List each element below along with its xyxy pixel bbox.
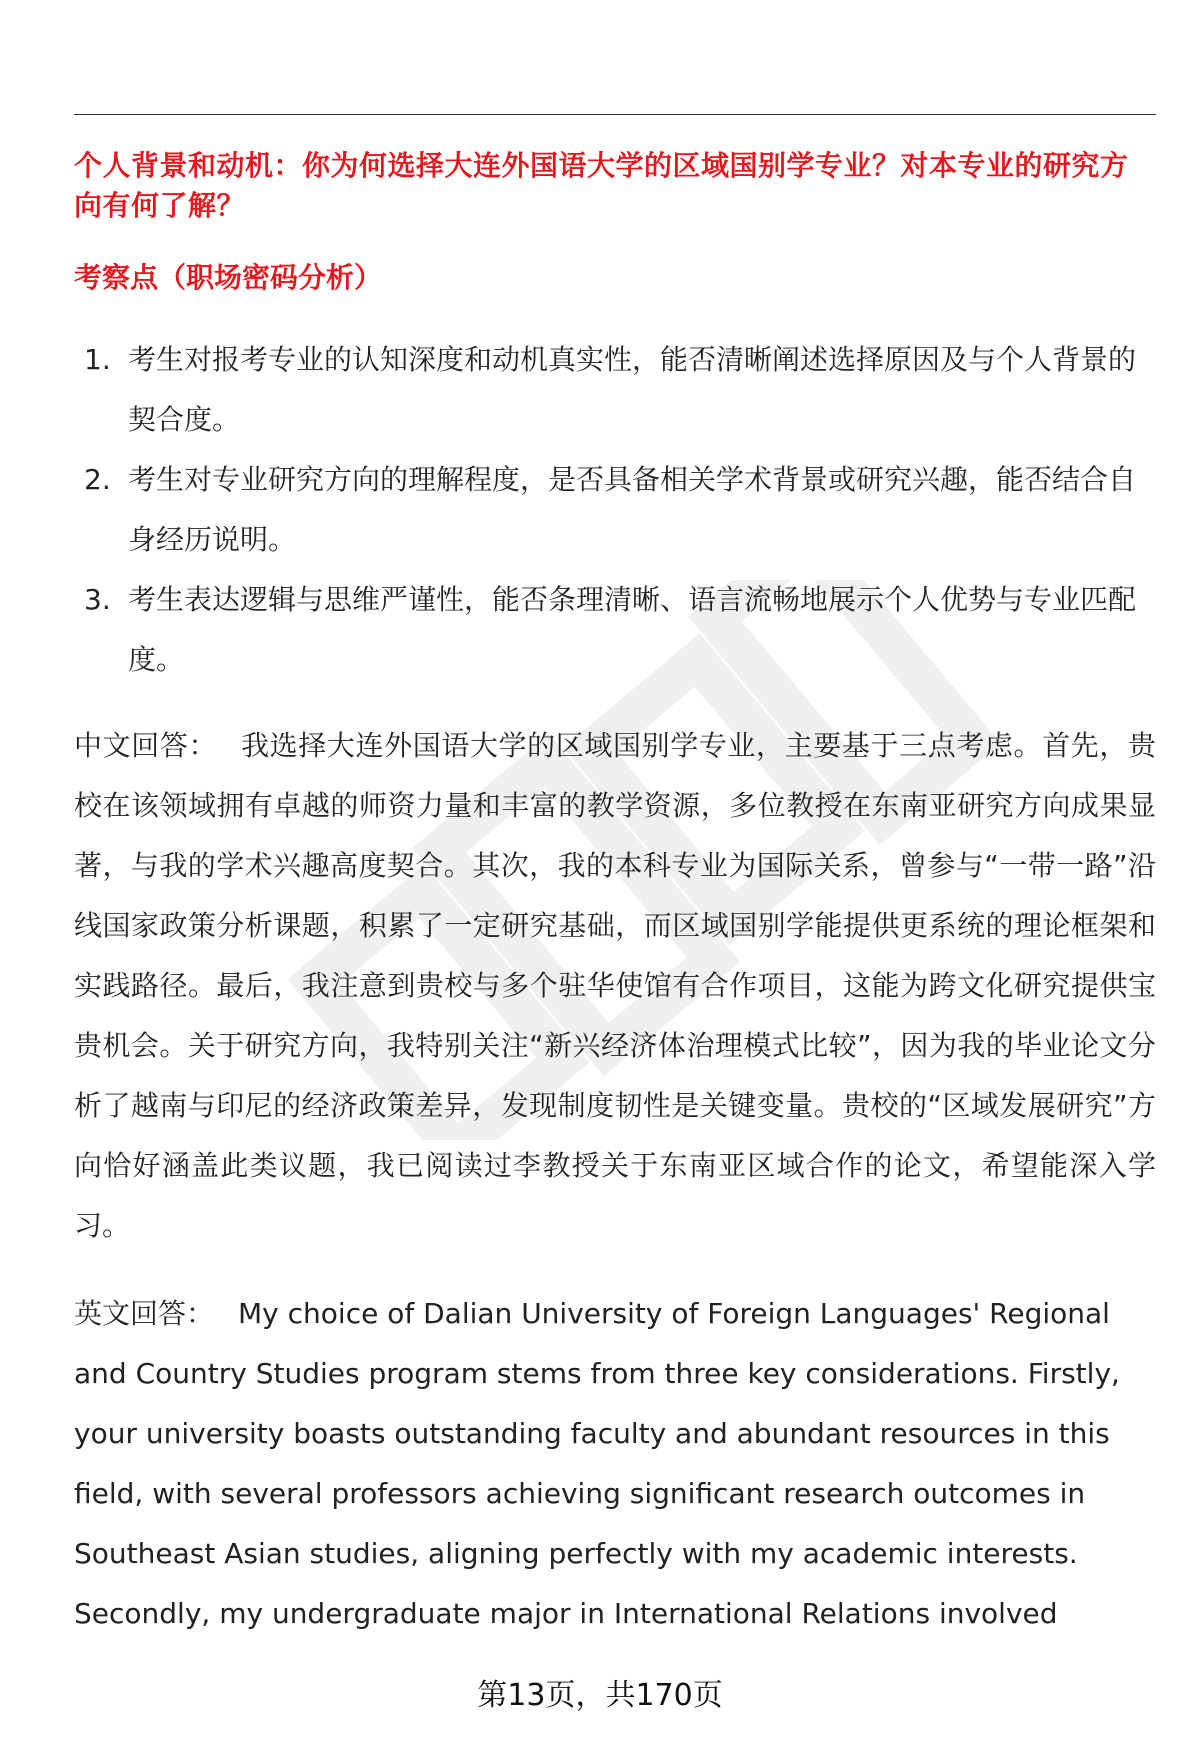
top-divider (74, 114, 1156, 115)
point-number: 3. (84, 583, 111, 616)
point-text: 考生表达逻辑与思维严谨性，能否条理清晰、语言流畅地展示个人优势与专业匹配度。 (128, 583, 1137, 676)
question-heading: 个人背景和动机：你为何选择大连外国语大学的区域国别学专业？对本专业的研究方向有何了解？ (74, 149, 1129, 222)
assessment-points-list (74, 330, 1156, 690)
point-text: 考生对报考专业的认知深度和动机真实性，能否清晰阐述选择原因及与个人背景的契合度。 (128, 343, 1137, 436)
assessment-point-2 (74, 450, 1156, 570)
english-answer-text: My choice of Dalian University of Foreign Languages' Regional and Country Studies program stems from three key considerations. Firstly, your university boasts outstanding faculty and abundant resources in this field, with several professors achieving significant research outcomes in Southeast Asian studies, aligning perfectly with my academic interests. Secondly, my undergraduate major in International Relations involved (74, 1297, 1120, 1630)
point-text: 考生对专业研究方向的理解程度，是否具备相关学术背景或研究兴趣，能否结合自身经历说明。 (128, 463, 1137, 556)
assessment-point-3 (74, 570, 1156, 690)
chinese-answer-label: 中文回答： (74, 729, 218, 762)
english-answer-label: 英文回答： (74, 1297, 215, 1330)
chinese-answer (74, 716, 1156, 1256)
point-number: 1. (84, 343, 111, 376)
assessment-point-1 (74, 330, 1156, 450)
english-answer (74, 1284, 1156, 1644)
chinese-answer-text: 我选择大连外国语大学的区域国别学专业，主要基于三点考虑。首先，贵校在该领域拥有卓越的师资力量和丰富的教学资源，多位教授在东南亚研究方向成果显著，与我的学术兴趣高度契合。其次，我的本科专业为国际关系，曾参与“一带一路”沿线国家政策分析课题，积累了一定研究基础，而区域国别学能提供更系统的理论框架和实践路径。最后，我注意到贵校与多个驻华使馆有合作项目，这能为跨文化研究提供宝贵机会。关于研究方向，我特别关注“新兴经济体治理模式比较”，因为我的毕业论文分析了越南与印尼的经济政策差异，发现制度韧性是关键变量。贵校的“区域发展研究”方向恰好涵盖此类议题，我已阅读过李教授关于东南亚区域合作的论文，希望能深入学习。 (74, 729, 1156, 1242)
section-heading-analysis: 考察点（职场密码分析） (74, 261, 383, 294)
page-number-footer: 第13页，共170页 (477, 1678, 723, 1713)
point-number: 2. (84, 463, 111, 496)
